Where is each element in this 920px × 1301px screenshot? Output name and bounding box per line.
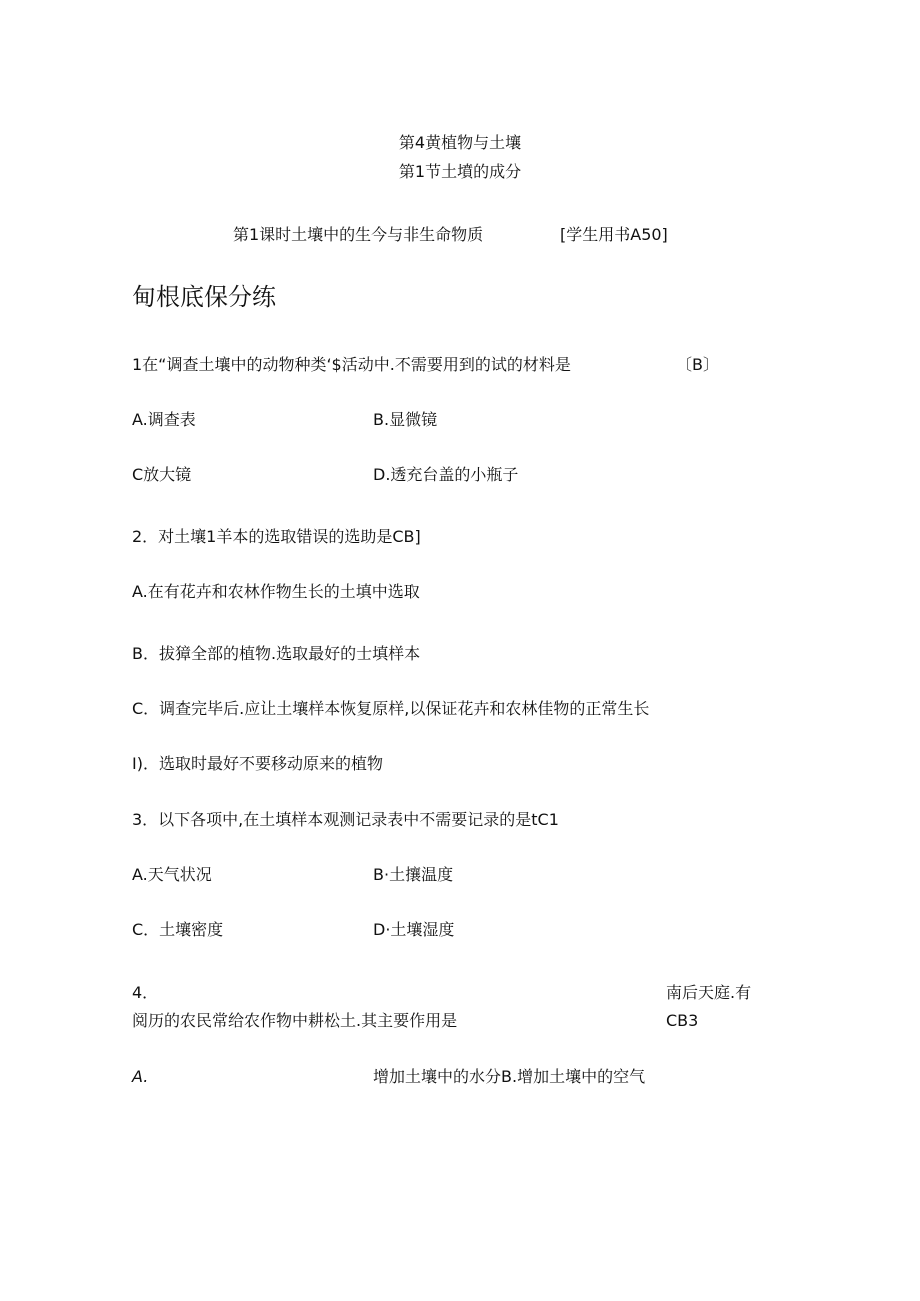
lesson-title: 第1课时土壤中的生今与非生命物质 [233, 225, 484, 244]
question-2-stem: 2．对土壤1羊本的选取错误的选助是CB] [132, 527, 421, 546]
question-2-option-a: A.在有花卉和农林作物生长的土填中选取 [132, 582, 420, 601]
question-4-options-line: 增加土壤中的水分B.增加土壤中的空气 [373, 1067, 646, 1086]
question-1-option-a: A.调查表 [132, 410, 196, 429]
question-1-stem: 1在“调查土壤中的动物种类‘$活动中.不需要用到的试的材料是 [132, 355, 571, 374]
question-1-option-d: D.透充台盖的小瓶子 [373, 465, 519, 484]
question-4-number: 4． [132, 983, 159, 1002]
question-3-option-a: A.天气状况 [132, 865, 212, 884]
question-1-answer: 〔B〕 [676, 355, 719, 374]
section-heading: 甸根底保分练 [132, 283, 276, 311]
section-title: 第1节土墳的成分 [398, 162, 522, 181]
question-4-option-a-label: A. [132, 1067, 149, 1086]
question-3-option-b: B·土攘温度 [373, 865, 454, 884]
question-4-answer: CB3 [666, 1011, 699, 1030]
question-4-right-text: 南后天庭.有 [666, 983, 752, 1002]
question-1-option-b: B.显微镜 [373, 410, 438, 429]
question-3-option-d: D·土壤湿度 [373, 920, 455, 939]
question-4-stem: 阅历的农民常给农作物中耕松土.其主要作用是 [132, 1011, 458, 1030]
book-reference: [学生用书A50] [560, 225, 668, 244]
question-3-stem: 3．以下各项中,在土填样本观测记录表中不需要记录的是tC1 [132, 810, 559, 829]
question-1-option-c: C放大镜 [132, 465, 192, 484]
question-2-option-b: B．拔獐全部的植物.选取最好的士填样本 [132, 644, 421, 663]
question-3-option-c: C．土壤密度 [132, 920, 224, 939]
chapter-title: 第4黄植物与土壤 [398, 133, 522, 152]
question-2-option-c: C．调查完毕后.应让土壤样本恢复原样,以保证花卉和农林佳物的正常生长 [132, 699, 650, 718]
question-2-option-d: I)．选取时最好不要移动原来的植物 [132, 754, 383, 773]
